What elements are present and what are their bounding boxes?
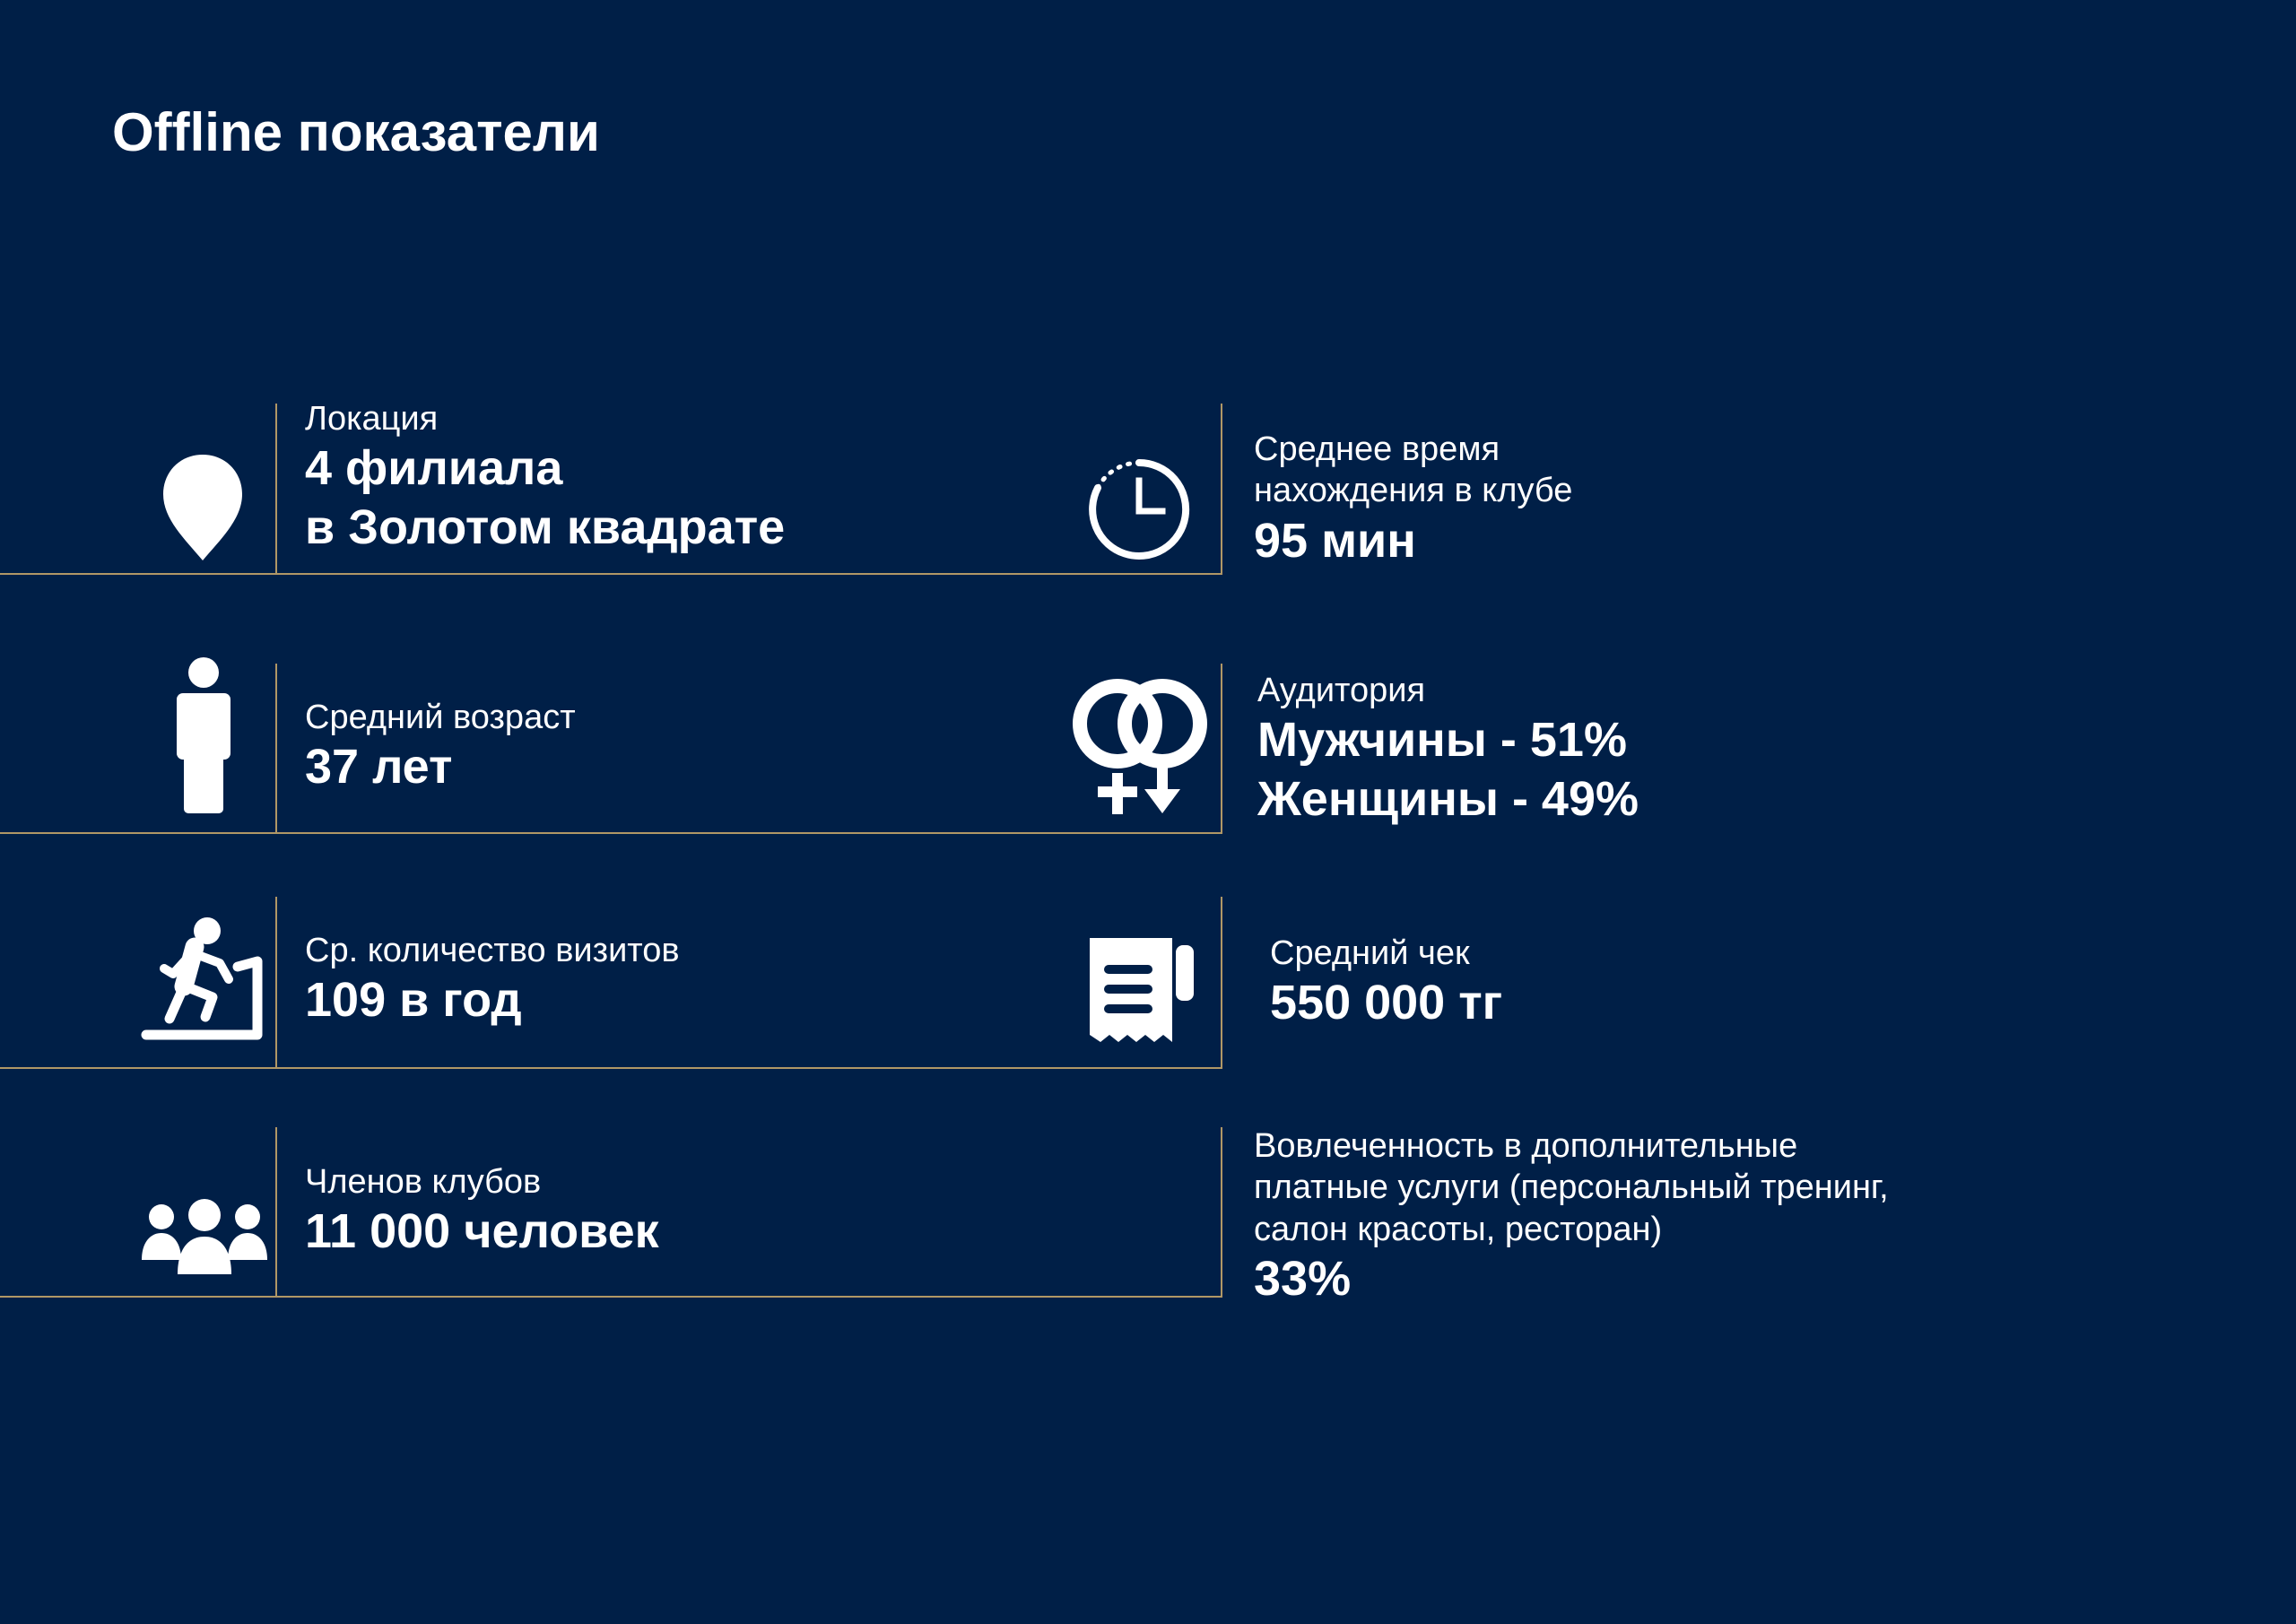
metric-value [1254, 512, 1572, 571]
receipt-icon [1079, 931, 1199, 1049]
metric-value [1257, 711, 1639, 829]
divider-left-1 [275, 404, 277, 574]
metric-value-line: 550 000 тг [1270, 976, 1503, 1030]
metric-label-line: Среднее время [1254, 430, 1500, 468]
divider-right-1 [1221, 404, 1222, 574]
metric-label-line: салон красоты, ресторан) [1254, 1210, 1663, 1248]
metric-average-time [1254, 429, 1572, 571]
metric-value [305, 738, 576, 797]
metric-value-line: 33% [1254, 1252, 1352, 1307]
metric-value [305, 971, 680, 1030]
divider-left-2 [275, 664, 277, 834]
metric-label: Ср. количество визитов [305, 932, 680, 969]
metric-label: Локация [305, 400, 439, 438]
metric-value [305, 1203, 659, 1262]
metric-value-line: 37 лет [305, 740, 453, 795]
metric-label-line: Средний чек [1270, 934, 1470, 972]
metric-label [1254, 1125, 1889, 1250]
group-people-icon [142, 1199, 267, 1274]
clock-icon [1087, 457, 1191, 561]
metric-engagement [1254, 1125, 1889, 1309]
metric-value-line: в Золотом квадрате [305, 500, 786, 555]
metric-label: Членов клубов [305, 1163, 542, 1201]
metric-label-line: нахождения в клубе [1254, 472, 1573, 510]
divider-row-4 [0, 1296, 1222, 1298]
metric-value-line: Женщины - 49% [1257, 772, 1639, 827]
metric-label-line: Вовлеченность в дополнительные [1254, 1127, 1798, 1165]
metric-value-line: 109 в год [305, 973, 522, 1028]
page-title: Offline показатели [112, 102, 600, 162]
divider-left-3 [275, 897, 277, 1068]
metric-label [1270, 933, 1502, 974]
divider-right-3 [1221, 897, 1222, 1068]
metric-value [1270, 974, 1502, 1033]
divider-row-2 [0, 832, 1222, 834]
metric-average-age [305, 697, 576, 797]
metric-value-line: 95 мин [1254, 513, 1416, 568]
metric-value-line: 4 филиала [305, 441, 563, 496]
metric-label-line: платные услуги (персональный тренинг, [1254, 1168, 1889, 1207]
treadmill-runner-icon [139, 916, 269, 1044]
gender-symbols-icon [1071, 674, 1209, 818]
metric-average-visits [305, 930, 680, 1030]
metric-club-members [305, 1161, 659, 1262]
divider-right-2 [1221, 664, 1222, 834]
metric-value-line: 11 000 человек [305, 1204, 659, 1259]
metric-average-check [1270, 933, 1502, 1033]
metric-value-line: Мужчины - 51% [1257, 713, 1627, 768]
metric-label [1254, 429, 1572, 512]
divider-row-1 [0, 573, 1222, 575]
metric-label-line: Аудитория [1257, 672, 1426, 709]
divider-right-4 [1221, 1127, 1222, 1297]
metric-value [305, 439, 785, 558]
metric-label: Средний возраст [305, 699, 576, 736]
metric-label [1257, 670, 1639, 711]
divider-row-3 [0, 1067, 1222, 1069]
metric-audience [1257, 670, 1639, 829]
metric-location [305, 398, 785, 558]
location-pin-icon [161, 453, 244, 562]
metric-value [1254, 1250, 1889, 1309]
person-icon [175, 657, 232, 815]
divider-left-4 [275, 1127, 277, 1297]
